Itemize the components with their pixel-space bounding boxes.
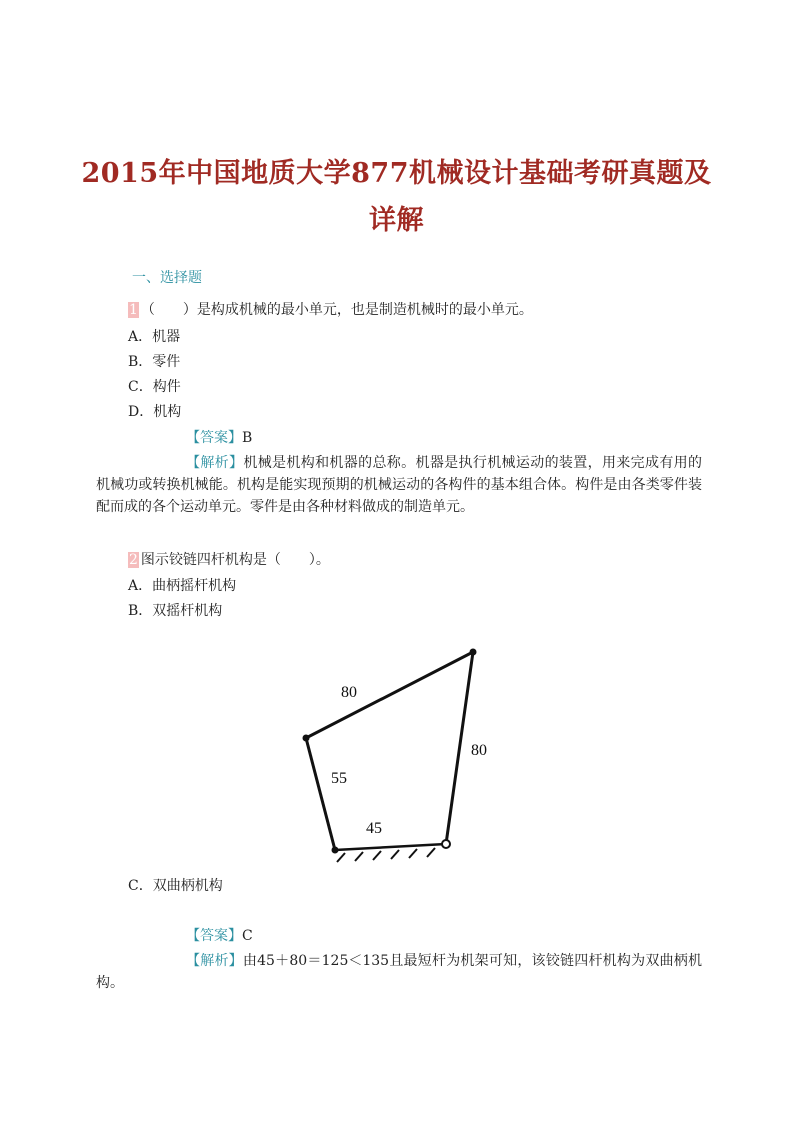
left-link-label: 55 <box>331 770 347 787</box>
question-1-stem <box>128 300 533 320</box>
question-1-text: （ ）是构成机械的最小单元，也是制造机械时的最小单元。 <box>140 302 533 318</box>
analysis-tag: 【解析】 <box>186 455 244 471</box>
question-1-option-b: B．零件 <box>128 354 181 370</box>
question-2-option-c: C．双曲柄机构 <box>128 878 223 894</box>
joint-c <box>470 649 477 656</box>
title-line-2: 详解 <box>369 205 424 236</box>
section-heading: 一、选择题 <box>132 270 202 286</box>
question-2-option-b: B．双摇杆机构 <box>128 603 223 619</box>
analysis-text: 由45＋80＝125＜135且最短杆为机架可知，该铰链四杆机构为双曲柄机构。 <box>96 953 703 991</box>
question-1-option-a: A．机器 <box>128 329 181 345</box>
left-link <box>306 738 335 850</box>
answer-tag: 【答案】 <box>186 430 242 446</box>
question-2-analysis <box>96 950 702 994</box>
question-1-answer <box>186 428 252 448</box>
question-2-number: 2 <box>129 552 138 568</box>
document-title <box>60 150 733 244</box>
right-link-label: 80 <box>471 742 487 759</box>
four-bar-linkage-diagram <box>295 640 495 865</box>
top-link <box>306 652 473 738</box>
answer-tag: 【答案】 <box>186 928 242 944</box>
title-line-1: 2015年中国地质大学877机械设计基础考研真题及 <box>81 158 712 189</box>
question-1-number: 1 <box>129 302 138 318</box>
analysis-tag: 【解析】 <box>186 953 243 969</box>
ground-link <box>335 844 446 850</box>
joint-a <box>332 847 339 854</box>
question-1-analysis <box>96 452 702 518</box>
question-1-option-c: C．构件 <box>128 379 181 395</box>
question-2-option-a: A．曲柄摇杆机构 <box>128 578 237 594</box>
right-link <box>446 652 473 844</box>
question-2-stem <box>128 550 330 570</box>
question-2-answer <box>186 926 253 946</box>
question-2-text: 图示铰链四杆机构是（ ）。 <box>140 552 330 568</box>
answer-value: B <box>242 430 253 446</box>
question-1-option-d: D．机构 <box>128 404 182 420</box>
joint-d <box>442 840 450 848</box>
bottom-link-label: 45 <box>366 820 382 837</box>
joint-b <box>303 735 310 742</box>
answer-value: C <box>242 928 253 944</box>
analysis-text: 机械是机构和机器的总称。机器是执行机械运动的装置，用来完成有用的机械功或转换机械能。机构是能实现预期的机械运动的各构件的基本组合体。构件是由各类零件装配而成的各个运动单元。零件是由各种材料做成的制造单元。 <box>96 455 703 515</box>
top-link-label: 80 <box>341 684 357 701</box>
